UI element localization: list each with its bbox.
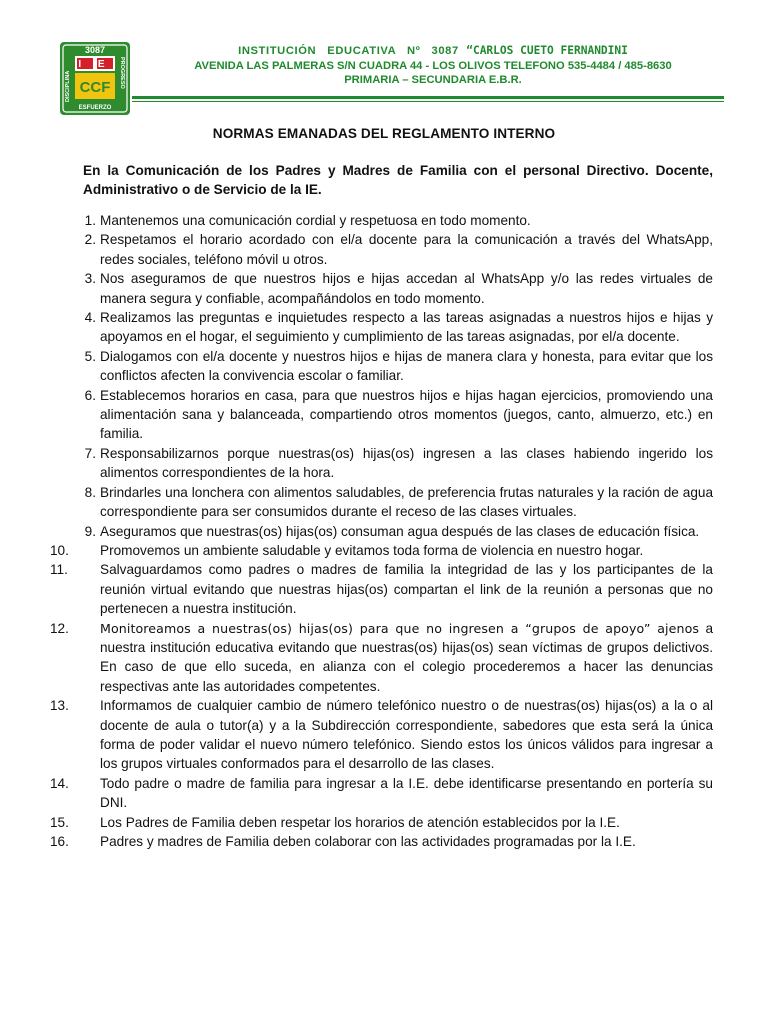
list-item — [50, 347, 713, 386]
list-item-number: 8. — [84, 484, 96, 500]
logo-initials-mid: CCF — [79, 79, 111, 96]
list-item — [50, 696, 713, 774]
list-item — [50, 230, 713, 269]
list-item-text: Dialogamos con el/a docente y nuestros hijos e hijas de manera clara y honesta, para evitar que los conflictos afecten la convivencia escolar o familiar. — [100, 348, 713, 384]
list-item — [50, 386, 713, 444]
rules-list — [50, 211, 713, 851]
list-item-number: 15. — [50, 814, 69, 830]
logo-side-right: PROGRESO — [119, 57, 125, 89]
list-item-number: 14. — [50, 775, 69, 791]
list-item — [50, 308, 713, 347]
institution-levels: PRIMARIA – SECUNDARIA E.B.R. — [344, 74, 522, 86]
list-item-number: 12. — [50, 620, 69, 636]
list-item-text: Responsabilizarnos porque nuestras(os) hijas(os) ingresen a las clases habiendo ingerido los alimentos correspondientes de la hora. — [100, 445, 713, 481]
list-item-text: Establecemos horarios en casa, para que nuestros hijos e hijas hagan ejercicios, promoviendo una alimentación sana y balanceada, compartiendo otros momentos (juegos, canto, almuerzo, etc.) en familia. — [100, 387, 713, 442]
list-item-text-rest: a nuestra institución educativa evitando que nuestras(os) hijas(os) sean víctimas de grupos delictivos. En caso de que ello suceda, en alianza con el colegio procederemos a hacer las denuncias respectivas ante las autoridades competentes. — [100, 620, 714, 694]
list-item-number: 9. — [84, 523, 96, 539]
institution-prefix: INSTITUCIÓN EDUCATIVA Nº 3087 — [238, 45, 467, 57]
list-item-text: Aseguramos que nuestras(os) hijas(os) consuman agua después de las clases de educación física. — [100, 523, 700, 539]
list-item — [50, 483, 713, 522]
list-item-number: 2. — [84, 232, 96, 248]
list-item-text: Mantenemos una comunicación cordial y respetuosa en todo momento. — [100, 213, 531, 228]
institution-address: AVENIDA LAS PALMERAS S/N CUADRA 44 - LOS OLIVOS TELEFONO 535-4484 / 485-8630 — [194, 59, 672, 72]
list-item-text: Realizamos las preguntas e inquietudes respecto a las tareas asignadas a nuestros hijos e hijas y apoyamos en el hogar, el seguimiento y cumplimiento de las tareas asignadas, por el/a docente. — [100, 310, 713, 345]
list-item — [50, 211, 713, 230]
list-item — [50, 813, 713, 832]
list-item-text: Salvaguardamos como padres o madres de familia la integridad de las y los participantes de la reunión virtual evitando que nuestras hijas(os) compartan el link de la reunión a personas que no pertenecen a nuestra institución. — [100, 562, 713, 617]
list-item-text: Los Padres de Familia deben respetar los horarios de atención establecidos por la I.E. — [100, 814, 620, 830]
list-item-text: Informamos de cualquier cambio de número telefónico nuestro o de nuestras(os) hijas(os) a la o al docente de aula o tutor(a) y a la Subdirección correspondiente, sabedores que esta será la única forma de poder validar el nuevo número telefónico. Siendo estos los únicos válidos para ingresar a los grupos virtuales conformados para el desarrollo de las clases. — [100, 698, 713, 772]
header-rule-thick — [132, 96, 724, 99]
list-item — [50, 444, 713, 483]
list-item-text-alt: Monitoreamos a nuestras(os) hijas(os) para que no ingresen a “grupos de apoyo” ajenos — [100, 620, 700, 636]
list-item-number: 10. — [50, 542, 69, 558]
list-item-text: Todo padre o madre de familia para ingresar a la I.E. debe identificarse presentando en portería su DNI. — [100, 775, 713, 811]
institution-header — [138, 44, 728, 88]
document-title: NORMAS EMANADAS DEL REGLAMENTO INTERNO — [212, 126, 556, 141]
logo-side-left: DISCIPLINA — [65, 70, 71, 102]
list-item-number: 7. — [84, 445, 96, 461]
list-item-number: 11. — [50, 562, 68, 578]
list-item-number: 6. — [84, 387, 96, 403]
list-item-text: Promovemos un ambiente saludable y evitamos toda forma de violencia en nuestro hogar. — [100, 542, 644, 558]
list-item — [50, 522, 713, 541]
list-item — [50, 619, 713, 697]
list-item-text: Brindarles una lonchera con alimentos saludables, de preferencia frutas naturales y la ración de agua correspondiente para ser consumidos durante el receso de las clases virtuales. — [100, 484, 713, 520]
list-item — [50, 541, 713, 560]
institution-name-line — [138, 44, 728, 59]
list-item-number: 1. — [84, 213, 96, 228]
list-item-text: Nos aseguramos de que nuestros hijos e hijas accedan al WhatsApp y/o las redes virtuales de manera segura y confiable, acompañándolos en todo momento. — [100, 271, 713, 306]
list-item-text — [100, 619, 713, 697]
logo-bottom: ESFUERZO — [78, 105, 112, 111]
school-logo — [60, 42, 130, 115]
logo-number: 3087 — [84, 45, 106, 55]
list-item-number: 3. — [84, 271, 96, 287]
header-rule-thin — [132, 101, 724, 102]
list-item-number: 13. — [50, 698, 69, 714]
list-item — [50, 269, 713, 308]
list-item-number: 5. — [84, 348, 96, 364]
list-item — [50, 774, 713, 813]
list-item — [50, 832, 713, 851]
list-item-number: 16. — [50, 834, 69, 849]
document-intro: En la Comunicación de los Padres y Madres de Familia con el personal Directivo. Docente, Administrativo o de Servicio de la IE. — [83, 163, 713, 197]
list-item-number: 4. — [84, 310, 96, 326]
list-item-text: Padres y madres de Familia deben colaborar con las actividades programadas por la I.E. — [100, 834, 636, 849]
list-item — [50, 560, 713, 618]
list-item-text: Respetamos el horario acordado con el/a docente para la comunicación a través del WhatsApp, redes sociales, teléfono móvil u otros. — [100, 232, 713, 267]
institution-name: “CARLOS CUETO FERNANDINI — [466, 44, 628, 57]
logo-initials-top: I E — [78, 59, 112, 70]
